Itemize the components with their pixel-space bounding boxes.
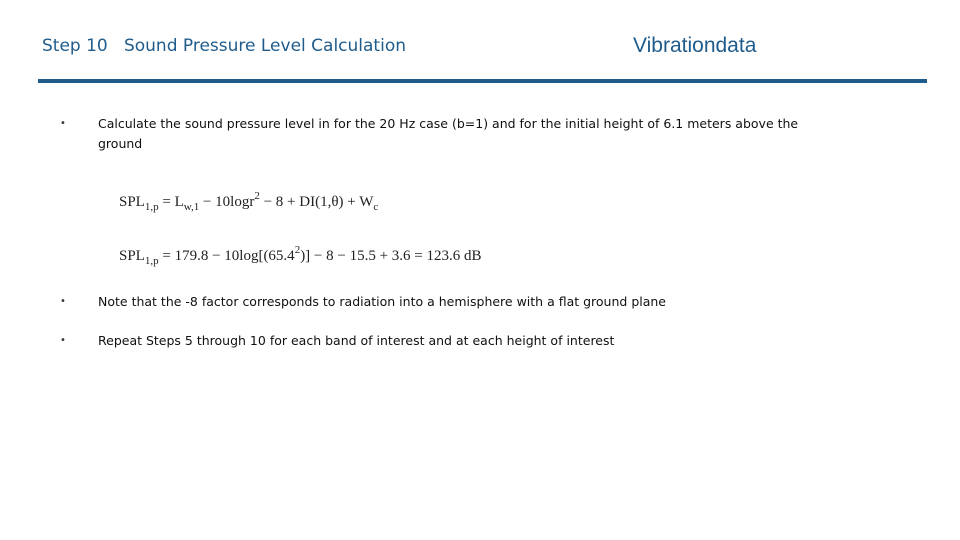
bullet-item-repeat [60,331,820,353]
bullet-marker: • [60,118,66,129]
eq-superscript: 2 [254,190,260,202]
eq-term: SPL [119,248,145,264]
eq-term: − 10logr [199,194,255,210]
eq-term: = 179.8 − 10log[(65.4 [158,248,295,264]
equation-spl-general [119,190,378,213]
eq-superscript: 2 [294,244,301,256]
header-divider [38,79,927,83]
eq-term: = L [158,194,184,210]
brand-name: Vibrationdata [633,34,757,57]
bullet-text: Calculate the sound pressure level in for the 20 Hz case (b=1) and for the initial height of 6.1 meters above the ground [98,116,799,151]
bullet-marker: • [60,335,66,346]
eq-term: SPL [119,194,145,210]
eq-term: − 8 + DI(1,θ) + W [259,194,374,210]
slide-title: Step 10 Sound Pressure Level Calculation [42,36,406,56]
bullet-text: Repeat Steps 5 through 10 for each band of interest and at each height of interest [98,333,615,348]
bullet-item-calculate [60,114,820,158]
bullet-text: Note that the -8 factor corresponds to radiation into a hemisphere with a flat ground plane [98,294,666,309]
eq-subscript: c [373,201,379,213]
eq-subscript: 1,p [144,255,159,267]
eq-term: )] − 8 − 15.5 + 3.6 = 123.6 dB [300,248,482,264]
bullet-marker: • [60,296,66,307]
eq-subscript: 1,p [144,201,159,213]
bullet-item-note [60,292,820,314]
equation-spl-numeric [119,244,482,267]
eq-subscript: w,1 [183,201,200,213]
